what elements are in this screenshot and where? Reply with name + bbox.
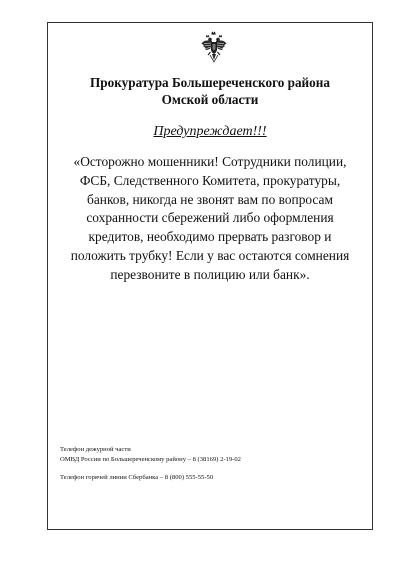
title-line: Прокуратура Большереченского района xyxy=(90,75,330,90)
fraud-warning-message xyxy=(58,153,362,285)
duty-phone-line: ОМВД России по Большереченскому району – 8 (38169) 2-19-02 xyxy=(60,455,241,463)
message-line: положить трубку! Если у вас остаются сомнения xyxy=(70,247,350,263)
prosecutor-office-title xyxy=(60,74,360,108)
message-line: ФСБ, Следственного Комитета, прокуратуры, xyxy=(79,172,341,188)
message-line: сохранности сбережений либо оформления xyxy=(86,210,334,226)
contact-phones xyxy=(60,445,360,483)
message-line: перезвоните в полицию или банк». xyxy=(110,266,310,282)
message-line: банков, никогда не звонят вам по вопросам xyxy=(87,191,333,207)
message-line: кредитов, необходимо прервать разговор и xyxy=(88,229,332,245)
title-line: Омской области xyxy=(161,92,259,107)
sberbank-hotline: Телефон горячей линии Сбербанка – 8 (800) 555-55-50 xyxy=(60,474,214,481)
message-line: «Осторожно мошенники! Сотрудники полиции, xyxy=(73,154,347,169)
warning-heading: Предупреждает!!! xyxy=(153,124,267,139)
coat-of-arms-icon xyxy=(201,31,227,63)
spacer xyxy=(60,464,360,473)
duty-phone-label: Телефон дежурной части xyxy=(60,446,131,453)
